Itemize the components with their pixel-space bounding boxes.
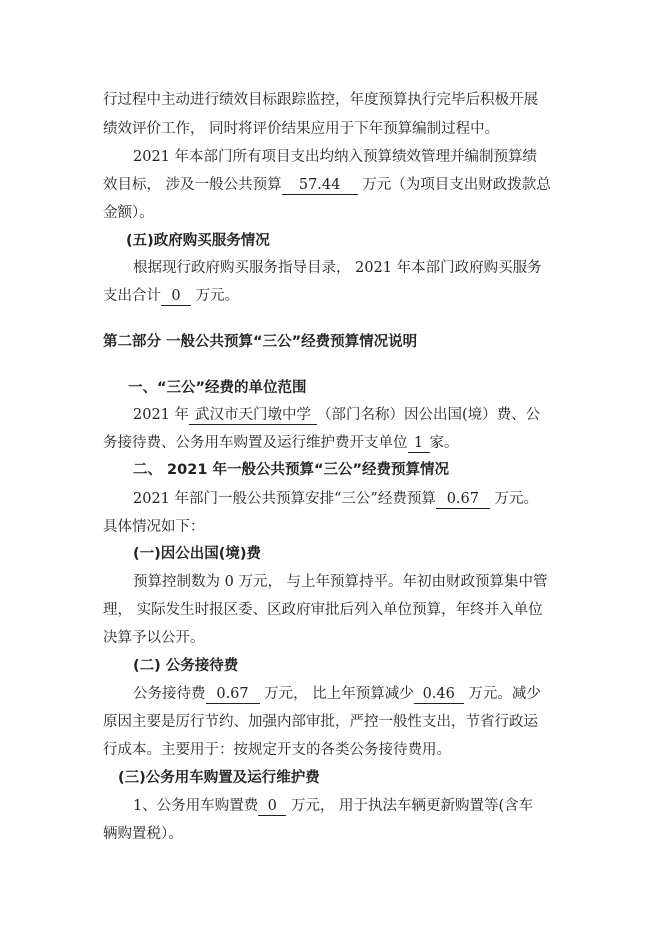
section-5-line-1: 根据现行政府购买服务指导目录， 2021 年本部门政府购买服务 bbox=[133, 260, 542, 276]
reception-text-mid: 万元， 比上年预算减少 bbox=[264, 686, 414, 702]
unit-scope-heading: 一、“三公”经费的单位范围 bbox=[128, 380, 307, 396]
vehicle-purchase-amount: 0 bbox=[258, 798, 286, 816]
vehicle-text-after: 万元， 用于执法车辆更新购置等(含车 bbox=[290, 798, 534, 814]
vehicle-text: 1、公务用车购置费 bbox=[133, 798, 259, 814]
purchase-services-amount: 0 bbox=[161, 288, 191, 306]
performance-line-3: 金额）。 bbox=[103, 205, 154, 221]
performance-line-1: 2021 年本部门所有项目支出均纳入预算绩效管理并编制预算绩 bbox=[133, 149, 538, 165]
budget-2021-heading: 二、 2021 年一般公共预算“三公”经费预算情况 bbox=[133, 462, 450, 478]
intro-line-2: 绩效评价工作， 同时将评价结果应用于下年预算编制过程中。 bbox=[103, 121, 500, 137]
reception-line-2: 原因主要是厉行节约、加强内部审批，严控一般性支出，节省行政运 bbox=[103, 714, 538, 730]
reception-line-1 bbox=[133, 684, 541, 704]
overseas-travel-line-2: 理， 实际发生时报区委、区政府审批后列入单位预算，年终并入单位 bbox=[103, 602, 543, 618]
budget-2021-line-2: 具体情况如下： bbox=[103, 519, 205, 535]
unit-count: 1 bbox=[408, 435, 430, 453]
reception-line-3: 行成本。主要用于：按规定开支的各类公务接待费用。 bbox=[103, 742, 451, 758]
reception-decrease-amount: 0.46 bbox=[414, 686, 464, 704]
overseas-travel-line-3: 决算予以公开。 bbox=[103, 630, 205, 646]
organization-name: 武汉市天门墩中学 bbox=[189, 407, 317, 425]
reception-amount: 0.67 bbox=[206, 686, 260, 704]
overseas-travel-heading: (一)因公出国(境)费 bbox=[133, 546, 262, 562]
vehicle-heading: (三)公务用车购置及运行维护费 bbox=[118, 770, 320, 786]
section-5-text: 支出合计 bbox=[103, 288, 161, 304]
section-5-text-after: 万元。 bbox=[195, 288, 240, 304]
unit-scope-text: （部门名称）因公出国(境）费、公 bbox=[317, 407, 541, 423]
unit-scope-year: 2021 年 bbox=[133, 407, 190, 423]
performance-line-2 bbox=[103, 175, 551, 195]
reception-text: 公务接待费 bbox=[133, 686, 206, 702]
budget-2021-line-1 bbox=[133, 489, 538, 509]
performance-amount: 57.44 bbox=[282, 177, 358, 195]
unit-scope-text-2: 务接待费、公务用车购置及运行维护费开支单位 bbox=[103, 435, 408, 451]
unit-scope-line-2 bbox=[103, 433, 459, 453]
section-5-line-2 bbox=[103, 286, 239, 306]
budget-2021-text: 2021 年部门一般公共预算安排“三公”经费预算 bbox=[133, 491, 436, 507]
unit-scope-line-1 bbox=[133, 405, 540, 425]
vehicle-line-1 bbox=[133, 796, 533, 816]
vehicle-line-2: 辆购置税）。 bbox=[103, 826, 183, 842]
three-public-total-amount: 0.67 bbox=[436, 491, 490, 509]
budget-2021-unit: 万元。 bbox=[494, 491, 538, 507]
section-5-heading: (五)政府购买服务情况 bbox=[126, 233, 270, 249]
intro-line-1: 行过程中主动进行绩效目标跟踪监控，年度预算执行完毕后积极开展 bbox=[103, 92, 538, 108]
overseas-travel-line-1: 预算控制数为 0 万元， 与上年预算持平。年初由财政预算集中管 bbox=[133, 574, 548, 590]
unit-scope-suffix: 家。 bbox=[429, 435, 459, 451]
reception-heading: (二) 公务接待费 bbox=[133, 658, 239, 674]
performance-text: 效目标， 涉及一般公共预算 bbox=[103, 177, 282, 193]
reception-text-after: 万元。减少 bbox=[468, 686, 541, 702]
performance-text-after: 万元（为项目支出财政拨款总 bbox=[362, 177, 551, 193]
part-2-title: 第二部分 一般公共预算“三公”经费预算情况说明 bbox=[103, 334, 418, 350]
